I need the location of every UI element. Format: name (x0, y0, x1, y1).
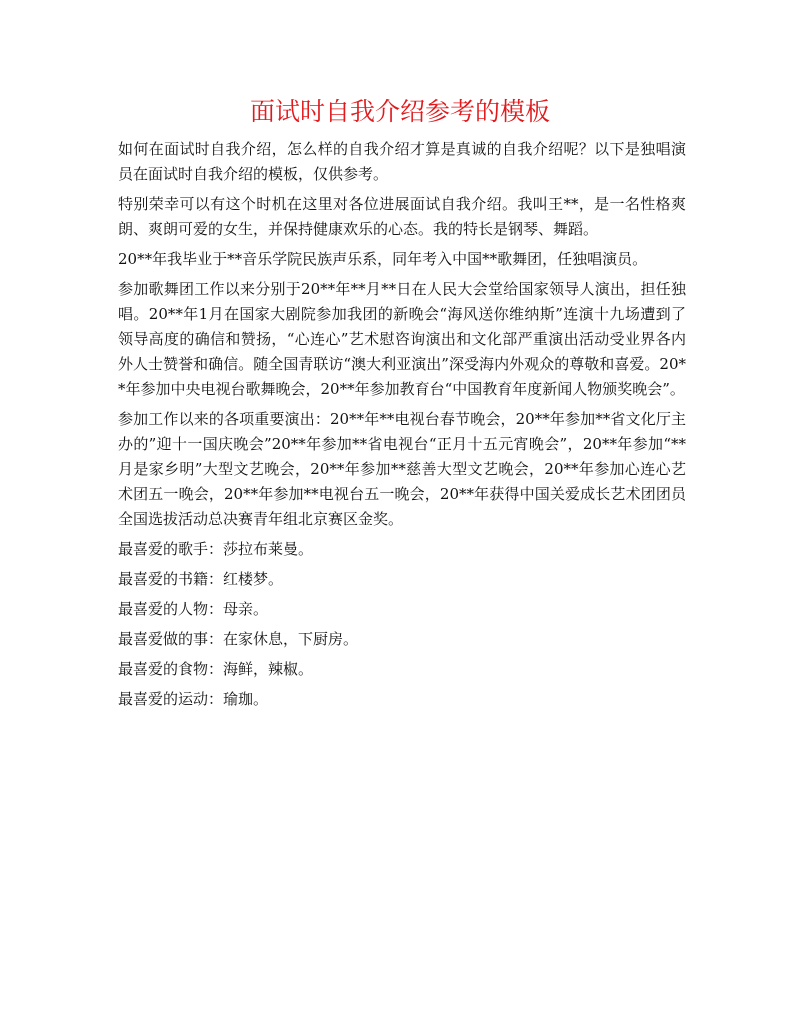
favorite-sport: 最喜爱的运动：瑜珈。 (118, 690, 269, 708)
favorite-food: 最喜爱的食物：海鲜，辣椒。 (118, 660, 314, 678)
favorite-book: 最喜爱的书籍：红楼梦。 (118, 570, 284, 588)
intro-paragraph: 如何在面试时自我介绍，怎么样的自我介绍才算是真诚的自我介绍呢？以下是独唱演员在面试时自我介绍的模板，仅供参考。 (118, 140, 686, 183)
performance-history-paragraph: 参加歌舞团工作以来分别于20**年**月**日在人民大会堂给国家领导人演出，担任独唱。20**年1月在国家大剧院参加我团的新晚会“海风送你维纳斯”连演十九场遭到了领导高度的确信和赞扬，“心连心”艺术慰咨询演出和文化部严重演出活动受业界各内外人士赞誉和确信。随全国青联访“澳大利亚演出”深受海内外观众的尊敬和喜爱。20**年参加中央电视台歌舞晚会，20**年参加教育台“中国教育年度新闻人物颁奖晚会”。 (118, 280, 686, 398)
self-introduction-paragraph: 特别荣幸可以有这个时机在这里对各位进展面试自我介绍。我叫王**，是一名性格爽朗、爽朗可爱的女生，并保持健康欢乐的心态。我的特长是钢琴、舞蹈。 (118, 195, 686, 238)
favorite-person: 最喜爱的人物：母亲。 (118, 600, 269, 618)
favorite-singer: 最喜爱的歌手：莎拉布莱曼。 (118, 540, 314, 558)
education-paragraph: 20**年我毕业于**音乐学院民族声乐系，同年考入中国**歌舞团，任独唱演员。 (118, 250, 648, 268)
document-body (118, 137, 686, 717)
major-performances-paragraph: 参加工作以来的各项重要演出：20**年**电视台春节晚会，20**年参加**省文化厅主办的”迎十一国庆晚会”20**年参加**省电视台“正月十五元宵晚会”，20**年参加“**月是家乡明”大型文艺晚会，20**年参加**慈善大型文艺晚会，20**年参加心连心艺术团五一晚会，20**年参加**电视台五一晚会，20**年获得中国关爱成长艺术团团员全国选拔活动总决赛青年组北京赛区金奖。 (118, 410, 686, 528)
favorite-activity: 最喜爱做的事：在家休息，下厨房。 (118, 630, 359, 648)
document-title: 面试时自我介绍参考的模板 (249, 97, 550, 126)
